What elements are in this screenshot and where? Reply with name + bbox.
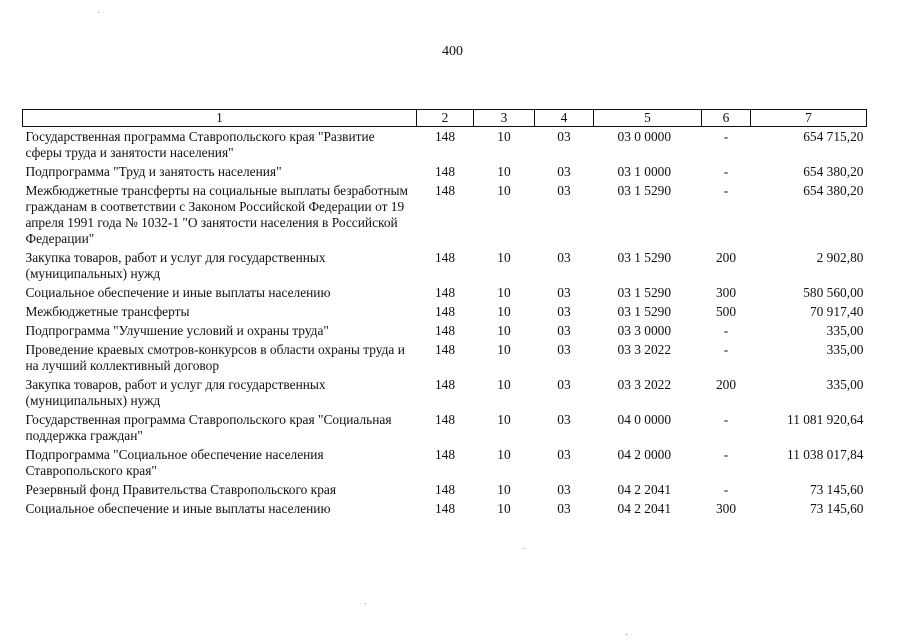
row-target-cell: 03 1 0000 <box>617 164 672 179</box>
row-expense-type-cell: - <box>723 129 729 144</box>
row-amount-cell: 73 145,60 <box>809 501 864 516</box>
row-expense-type-cell: - <box>723 183 729 198</box>
table-row <box>23 283 867 302</box>
budget-table-body <box>23 110 867 519</box>
table-header-row <box>23 110 867 127</box>
scan-speck <box>365 603 366 604</box>
row-section-cell: 10 <box>497 183 511 198</box>
row-subsection-cell: 03 <box>557 129 571 144</box>
row-section-cell: 10 <box>497 501 511 516</box>
row-subsection-cell: 03 <box>557 304 571 319</box>
row-name-cell: Закупка товаров, работ и услуг для государственных (муниципальных) нужд <box>25 250 326 281</box>
row-target-cell: 03 1 5290 <box>617 250 672 265</box>
table-row <box>23 162 867 181</box>
row-subsection-cell: 03 <box>557 482 571 497</box>
row-code-cell: 148 <box>434 129 456 144</box>
row-target-cell: 04 2 2041 <box>617 482 672 497</box>
row-subsection-cell: 03 <box>557 250 571 265</box>
header-cell: 6 <box>702 110 751 127</box>
row-subsection-cell: 03 <box>557 183 571 198</box>
row-expense-type-cell: 200 <box>715 377 737 392</box>
row-amount-cell: 335,00 <box>826 377 864 392</box>
page-number: 400 <box>442 44 463 59</box>
row-expense-type-cell: 200 <box>715 250 737 265</box>
row-expense-type-cell: - <box>723 342 729 357</box>
header-cell: 7 <box>751 110 867 127</box>
row-code-cell: 148 <box>434 250 456 265</box>
row-name-cell: Межбюджетные трансферты <box>25 304 190 319</box>
table-row <box>23 321 867 340</box>
table-row <box>23 480 867 499</box>
row-code-cell: 148 <box>434 285 456 300</box>
row-name-cell: Подпрограмма "Социальное обеспечение населения Ставропольского края" <box>25 447 324 478</box>
header-cell: 1 <box>23 110 417 127</box>
row-name-cell: Подпрограмма "Улучшение условий и охраны труда" <box>25 323 329 338</box>
row-target-cell: 04 2 2041 <box>617 501 672 516</box>
row-subsection-cell: 03 <box>557 285 571 300</box>
row-name-cell: Социальное обеспечение и иные выплаты населению <box>25 501 331 516</box>
row-section-cell: 10 <box>497 250 511 265</box>
table-row <box>23 181 867 248</box>
row-expense-type-cell: - <box>723 412 729 427</box>
row-subsection-cell: 03 <box>557 412 571 427</box>
row-code-cell: 148 <box>434 447 456 462</box>
row-amount-cell: 2 902,80 <box>816 250 864 265</box>
row-target-cell: 03 3 2022 <box>617 342 672 357</box>
row-expense-type-cell: - <box>723 447 729 462</box>
table-row <box>23 127 867 163</box>
row-expense-type-cell: 300 <box>715 501 737 516</box>
row-expense-type-cell: - <box>723 164 729 179</box>
table-row <box>23 375 867 410</box>
row-name-cell: Государственная программа Ставропольского края "Развитие сферы труда и занятости населения" <box>25 129 375 160</box>
header-cell: 2 <box>417 110 474 127</box>
row-amount-cell: 654 380,20 <box>803 183 864 198</box>
row-subsection-cell: 03 <box>557 377 571 392</box>
row-subsection-cell: 03 <box>557 164 571 179</box>
table-row <box>23 340 867 375</box>
row-code-cell: 148 <box>434 377 456 392</box>
row-code-cell: 148 <box>434 183 456 198</box>
row-amount-cell: 11 038 017,84 <box>787 447 864 462</box>
row-name-cell: Проведение краевых смотров-конкурсов в области охраны труда и на лучший коллективный договор <box>25 342 405 373</box>
row-code-cell: 148 <box>434 164 456 179</box>
row-name-cell: Социальное обеспечение и иные выплаты населению <box>25 285 331 300</box>
row-code-cell: 148 <box>434 482 456 497</box>
table-row <box>23 499 867 518</box>
row-name-cell: Резервный фонд Правительства Ставропольского края <box>25 482 336 497</box>
row-subsection-cell: 03 <box>557 447 571 462</box>
row-code-cell: 148 <box>434 342 456 357</box>
row-amount-cell: 654 380,20 <box>803 164 864 179</box>
row-target-cell: 04 0 0000 <box>617 412 672 427</box>
table-row <box>23 248 867 283</box>
row-target-cell: 04 2 0000 <box>617 447 672 462</box>
row-target-cell: 03 0 0000 <box>617 129 672 144</box>
row-amount-cell: 580 560,00 <box>803 285 864 300</box>
row-code-cell: 148 <box>434 501 456 516</box>
table-row <box>23 302 867 321</box>
row-name-cell: Подпрограмма "Труд и занятость населения" <box>25 164 282 179</box>
row-section-cell: 10 <box>497 377 511 392</box>
row-target-cell: 03 1 5290 <box>617 304 672 319</box>
row-amount-cell: 70 917,40 <box>809 304 864 319</box>
row-amount-cell: 73 145,60 <box>809 482 864 497</box>
scan-speck <box>523 548 524 549</box>
header-cell: 3 <box>474 110 535 127</box>
row-expense-type-cell: 500 <box>715 304 737 319</box>
row-name-cell: Закупка товаров, работ и услуг для государственных (муниципальных) нужд <box>25 377 326 408</box>
row-subsection-cell: 03 <box>557 323 571 338</box>
row-code-cell: 148 <box>434 323 456 338</box>
row-amount-cell: 654 715,20 <box>803 129 864 144</box>
row-section-cell: 10 <box>497 129 511 144</box>
row-section-cell: 10 <box>497 304 511 319</box>
row-expense-type-cell: - <box>723 482 729 497</box>
row-subsection-cell: 03 <box>557 342 571 357</box>
row-target-cell: 03 1 5290 <box>617 183 672 198</box>
table-row <box>23 445 867 480</box>
row-target-cell: 03 3 0000 <box>617 323 672 338</box>
row-code-cell: 148 <box>434 412 456 427</box>
scan-speck <box>626 634 627 635</box>
row-target-cell: 03 3 2022 <box>617 377 672 392</box>
row-amount-cell: 335,00 <box>826 342 864 357</box>
row-section-cell: 10 <box>497 447 511 462</box>
row-section-cell: 10 <box>497 482 511 497</box>
scan-speck <box>98 12 99 13</box>
row-section-cell: 10 <box>497 342 511 357</box>
row-amount-cell: 11 081 920,64 <box>787 412 864 427</box>
row-section-cell: 10 <box>497 285 511 300</box>
row-amount-cell: 335,00 <box>826 323 864 338</box>
budget-table <box>22 109 867 518</box>
row-name-cell: Государственная программа Ставропольского края "Социальная поддержка граждан" <box>25 412 392 443</box>
row-code-cell: 148 <box>434 304 456 319</box>
header-cell: 5 <box>594 110 702 127</box>
row-name-cell: Межбюджетные трансферты на социальные выплаты безработным гражданам в соответствии с Законом Российской Федерации от 19 апреля 1991 года № 1032-1 "О занятости населения в Российской Федерации" <box>25 183 408 246</box>
row-subsection-cell: 03 <box>557 501 571 516</box>
row-section-cell: 10 <box>497 412 511 427</box>
row-target-cell: 03 1 5290 <box>617 285 672 300</box>
table-row <box>23 410 867 445</box>
row-expense-type-cell: 300 <box>715 285 737 300</box>
row-section-cell: 10 <box>497 323 511 338</box>
row-expense-type-cell: - <box>723 323 729 338</box>
header-cell: 4 <box>535 110 594 127</box>
row-section-cell: 10 <box>497 164 511 179</box>
